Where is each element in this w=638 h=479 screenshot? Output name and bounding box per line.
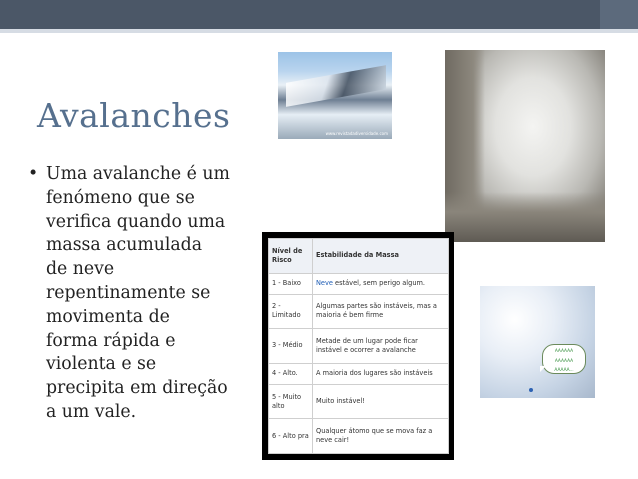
bullet-line: de neve (46, 259, 115, 280)
top-bar-underline (0, 29, 638, 33)
speech-bubble (542, 344, 586, 374)
rock-slope (445, 192, 605, 242)
mountain-ridge (286, 65, 386, 107)
cell-stability: Algumas partes são instáveis, mas a maioria é bem firme (313, 294, 449, 329)
link-neve[interactable]: Neve (316, 279, 333, 288)
bullet-item (28, 163, 256, 425)
person-figure (529, 388, 533, 392)
bullet-line: forma rápida e (46, 330, 176, 351)
cell-level: 2 - Limitado (269, 294, 313, 329)
speech-line: AAAAAA (554, 358, 574, 364)
snowy-mountain-photo (278, 52, 392, 139)
cell-level: 4 - Alto. (269, 363, 313, 384)
cell-stability: Qualquer átomo que se mova faz a neve cair! (313, 419, 449, 454)
table-row (269, 329, 449, 364)
cell-stability: Metade de um lugar pode ficar instável e ocorrer a avalanche (313, 329, 449, 364)
speech-line: AAAAAA (554, 349, 574, 354)
header-stability: Estabilidade da Massa (313, 239, 449, 274)
photo-credit: www.revistadadiversidade.com (325, 131, 388, 136)
cell-stability: Muito instável! (313, 384, 449, 419)
slide-title: Avalanches (37, 96, 231, 135)
cell-stability-text: estável, sem perigo algum. (332, 279, 426, 288)
bullet-line: precipita em direção (46, 378, 228, 399)
avalanche-photo (445, 50, 605, 242)
speech-line: AAAAA... (554, 368, 574, 373)
table-row (269, 363, 449, 384)
bullet-list (28, 163, 256, 425)
header-risk-level: Nível de Risco (269, 239, 313, 274)
table-row (269, 273, 449, 294)
top-bar-corner (600, 0, 638, 29)
table-row (269, 419, 449, 454)
table-row (269, 294, 449, 329)
cell-level: 5 - Muito alto (269, 384, 313, 419)
speech-bubble-tail (540, 366, 546, 372)
cell-level: 3 - Médio (269, 329, 313, 364)
bullet-line: repentinamente se (46, 282, 211, 303)
bullet-line: verifica quando uma (46, 211, 226, 232)
table-row (269, 384, 449, 419)
cell-level: 6 - Alto pra (269, 419, 313, 454)
risk-level-table (268, 238, 449, 454)
bullet-line: violenta e se (46, 354, 157, 375)
avalanche-cartoon-photo (480, 286, 595, 398)
cell-stability (313, 273, 449, 294)
bullet-line: Uma avalanche é um (46, 164, 230, 184)
cell-level: 1 - Baixo (269, 273, 313, 294)
top-bar (0, 0, 638, 29)
cell-stability: A maioria dos lugares são instáveis (313, 363, 449, 384)
bullet-marker: • (28, 164, 39, 184)
bullet-line: movimenta de (46, 306, 170, 327)
bullet-line: fenómeno que se (46, 187, 195, 208)
table-header-row (269, 239, 449, 274)
bullet-line: a um vale. (46, 401, 137, 422)
bullet-line: massa acumulada (46, 235, 203, 256)
